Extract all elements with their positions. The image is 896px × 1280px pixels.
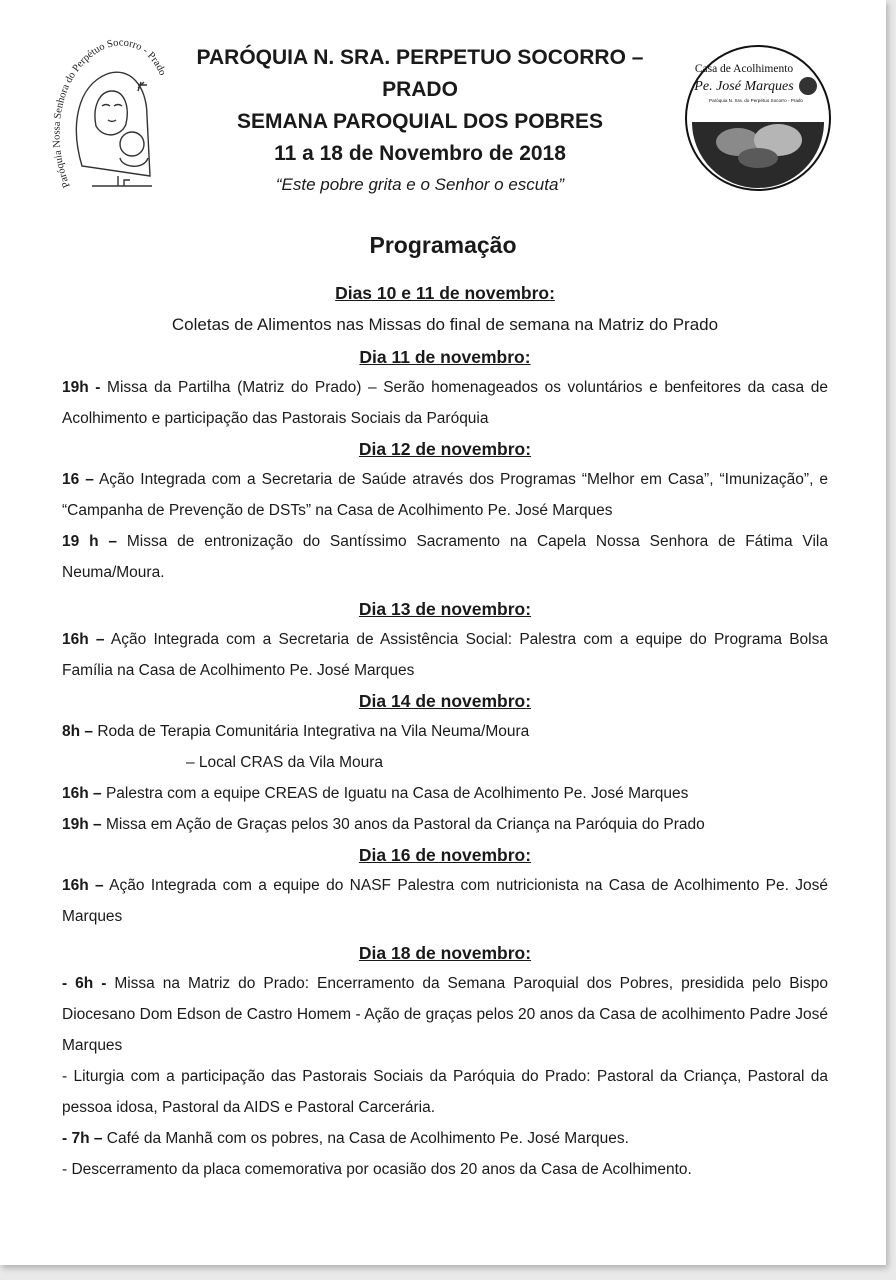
header-line-1: PARÓQUIA N. SRA. PERPETUO SOCORRO – — [196, 46, 644, 69]
header-line-3: SEMANA PAROQUIAL DOS POBRES — [237, 110, 603, 133]
schedule-item: 16h – Palestra com a equipe CREAS de Iguatu na Casa de Acolhimento Pe. José Marques — [62, 785, 689, 802]
parish-logo — [52, 36, 172, 196]
schedule-item: 16h – Ação Integrada com a Secretaria de Assistência Social: Palestra com a equipe do Programa Bolsa Família na Casa de Acolhimento Pe. José Marques — [62, 631, 828, 679]
day-heading: Dia 11 de novembro: — [359, 347, 531, 367]
svg-text:Pe. José Marques: Pe. José Marques — [694, 79, 794, 94]
svg-text:Casa de Acolhimento: Casa de Acolhimento — [694, 63, 794, 75]
day-heading: Dia 14 de novembro: — [358, 691, 532, 711]
program-title: Programação — [369, 232, 517, 258]
schedule-item: 19h - Missa da Partilha (Matriz do Prado) – Serão homenageados os voluntários e benfeitores da casa de Acolhimento e participação das Pastorais Sociais da Paróquia — [62, 379, 828, 427]
header-line-2: PRADO — [382, 78, 458, 101]
svg-text:Paróquia Nossa Senhora do Perp: Paróquia Nossa Senhora do Perpétuo Socorro - Prado — [52, 37, 168, 190]
program-content — [62, 278, 828, 1185]
schedule-item: 19 h – Missa de entronização do Santíssimo Sacramento na Capela Nossa Senhora de Fátima Vila Neuma/Moura. — [62, 533, 828, 581]
schedule-item: – Local CRAS da Vila Moura — [186, 754, 384, 771]
day-heading: Dia 16 de novembro: — [358, 845, 532, 865]
document-header — [180, 42, 660, 198]
schedule-item: 16h – Ação Integrada com a equipe do NASF Palestra com nutricionista na Casa de Acolhimento Pe. José Marques — [62, 877, 828, 925]
day-heading: Dia 18 de novembro: — [358, 943, 532, 963]
header-dates: 11 a 18 de Novembro de 2018 — [274, 142, 566, 165]
day-heading: Dia 13 de novembro: — [358, 599, 532, 619]
schedule-item: - 7h – Café da Manhã com os pobres, na Casa de Acolhimento Pe. José Marques. — [62, 1130, 629, 1147]
day-heading: Dia 12 de novembro: — [358, 439, 532, 459]
schedule-item: - Descerramento da placa comemorativa por ocasião dos 20 anos da Casa de Acolhimento. — [62, 1161, 692, 1178]
schedule-item: - 6h - Missa na Matriz do Prado: Encerramento da Semana Paroquial dos Pobres, presidida pelo Bispo Diocesano Dom Edson de Castro Homem - Ação de graças pelos 20 anos da Casa de acolhimento Padre José Marques — [62, 975, 828, 1054]
hands-icon — [682, 42, 834, 194]
madonna-icon — [52, 36, 172, 196]
schedule-item: 16 – Ação Integrada com a Secretaria de Saúde através dos Programas “Melhor em Casa”, “Imunização”, e “Campanha de Prevenção de DSTs” na Casa de Acolhimento Pe. José Marques — [62, 471, 828, 519]
schedule-item: 19h – Missa em Ação de Graças pelos 30 anos da Pastoral da Criança na Paróquia do Prado — [62, 816, 705, 833]
svg-text:Paróquia N. Sra. do Perpétuo S: Paróquia N. Sra. do Perpétuo Socorro - Prado — [709, 98, 803, 103]
header-motto: “Este pobre grita e o Senhor o escuta” — [275, 175, 565, 194]
casa-acolhimento-logo — [682, 42, 834, 194]
day-heading: Dias 10 e 11 de novembro: — [335, 283, 555, 303]
schedule-item: Coletas de Alimentos nas Missas do final de semana na Matriz do Prado — [171, 315, 719, 334]
schedule-item: - Liturgia com a participação das Pastorais Sociais da Paróquia do Prado: Pastoral da Criança, Pastoral da pessoa idosa, Pastoral da AIDS e Pastoral Carcerária. — [62, 1068, 828, 1116]
schedule-item: 8h – Roda de Terapia Comunitária Integrativa na Vila Neuma/Moura — [62, 723, 530, 740]
